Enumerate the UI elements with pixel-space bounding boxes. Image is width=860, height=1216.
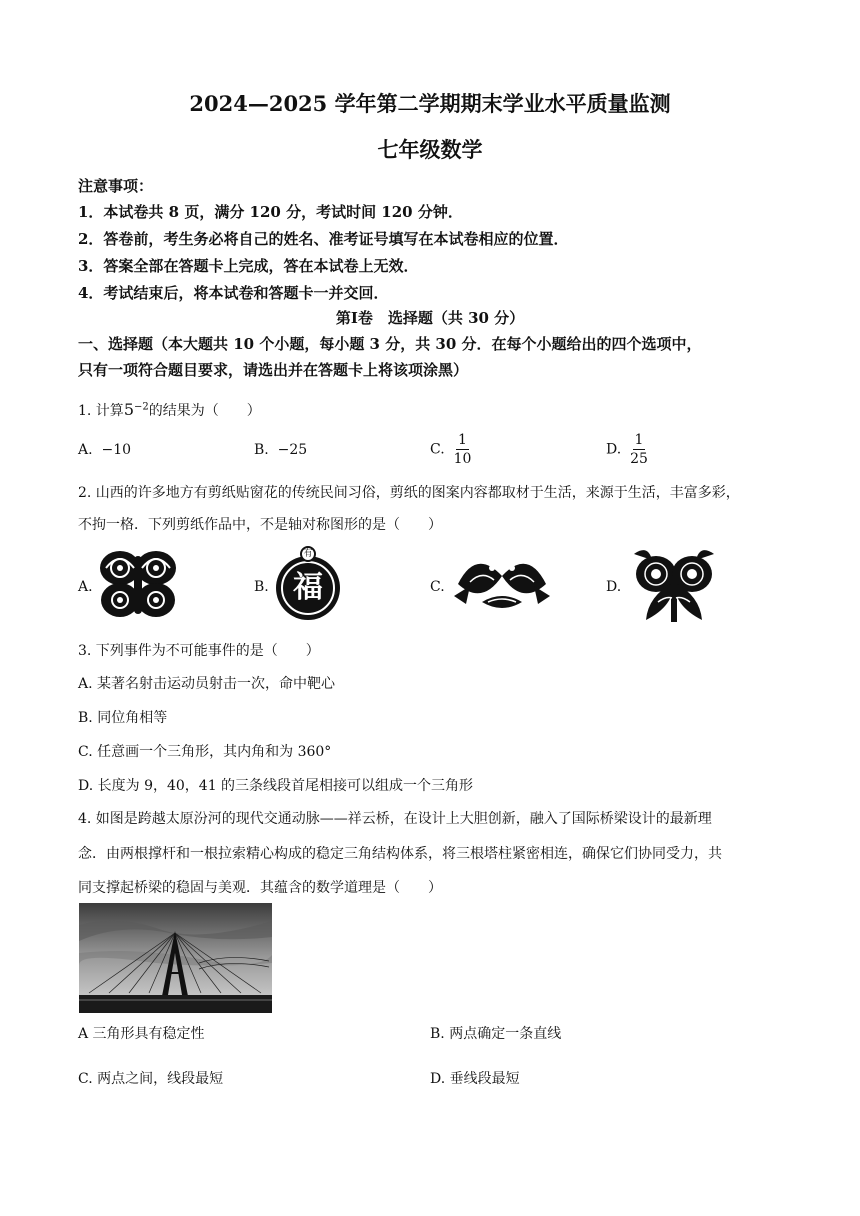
q3-option-c: C. 任意画一个三角形，其内角和为 360° [78,744,332,760]
notice-heading: 注意事项： [78,177,154,195]
section-instructions-1: 一、选择题（本大题共 10 个小题，每小题 3 分，共 30 分．在每个小题给出的四个选项中， [78,335,702,353]
q1-option-d: D. $\frac{1}{25}$ [606,432,648,467]
exam-subtitle: 七年级数学 [377,137,483,162]
q1-option-c-fraction: $\frac{1}{10}$ [453,432,472,467]
q1-base: 5 [123,400,134,419]
q1-option-b: B. −25 [254,442,308,458]
q3-stem: 3. 下列事件为不可能事件的是（ ） [78,643,320,659]
section-title: 第Ⅰ卷 选择题（共 30 分） [335,309,525,327]
fu-character: 福 [293,570,323,605]
q4-option-d: D. 垂线段最短 [430,1071,520,1087]
q2-option-b-label: B. [254,579,269,595]
q2-option-c-label: C. [430,579,445,595]
q2-option-a-label: A. [78,579,93,595]
q4-stem-line2: 念．由两根撑杆和一根拉索精心构成的稳定三角结构体系，将三根塔柱紧密相连，确保它们协同受力，共 [78,846,722,862]
q4-stem-line1: 4. 如图是跨越太原汾河的现代交通动脉——祥云桥，在设计上大胆创新，融入了国际桥梁设计的最新理 [78,811,712,827]
notice-item-4: 4．考试结束后，将本试卷和答题卡一并交回． [78,284,389,302]
q4-option-b: B. 两点确定一条直线 [430,1026,562,1042]
exam-title: 2024—2025 学年第二学期期末学业水平质量监测 [189,91,671,116]
q2-stem-line2: 不拘一格．下列剪纸作品中，不是轴对称图形的是（ ） [78,517,442,533]
q1-suffix: 的结果为（ ） [148,403,261,419]
you-character: 有 [303,549,313,559]
notice-item-3: 3．答案全部在答题卡上完成，答在本试卷上无效． [78,257,419,275]
notice-item-2: 2．答卷前，考生务必将自己的姓名、准考证号填写在本试卷相应的位置． [78,230,569,248]
double-fish-papercut-image [452,546,552,616]
xiangyun-bridge-photo [79,903,272,1013]
q1-exponent: −2 [134,401,149,413]
q3-option-d: D. 长度为 9，40，41 的三条线段首尾相接可以组成一个三角形 [78,778,474,794]
q4-option-a: A 三角形具有稳定性 [78,1026,205,1042]
q1-option-c: C. $\frac{1}{10}$ [430,432,472,467]
q1-option-d-fraction: $\frac{1}{25}$ [630,432,648,467]
q4-stem-line3: 同支撑起桥梁的稳固与美观．其蕴含的数学道理是（ ） [78,880,442,896]
section-instructions-2: 只有一项符合题目要求，请选出并在答题卡上将该项涂黑） [78,361,469,379]
q4-option-c: C. 两点之间，线段最短 [78,1071,224,1087]
butterfly-papercut-image [98,548,178,620]
q3-option-a: A. 某著名射击运动员射击一次，命中靶心 [78,676,336,692]
question-1-stem [78,400,261,420]
q1-prefix: 1. 计算 [78,403,124,419]
q2-stem-line1: 2. 山西的许多地方有剪纸贴窗花的传统民间习俗，剪纸的图案内容都取材于生活，来源于生活，丰富多彩， [78,485,740,501]
notice-item-1: 1．本试卷共 8 页，满分 120 分，考试时间 120 分钟． [78,203,463,221]
q2-option-d-label: D. [606,579,622,595]
q3-option-b: B. 同位角相等 [78,710,168,726]
flower-papercut-image [628,546,720,624]
q1-option-a: A. −10 [78,442,132,458]
